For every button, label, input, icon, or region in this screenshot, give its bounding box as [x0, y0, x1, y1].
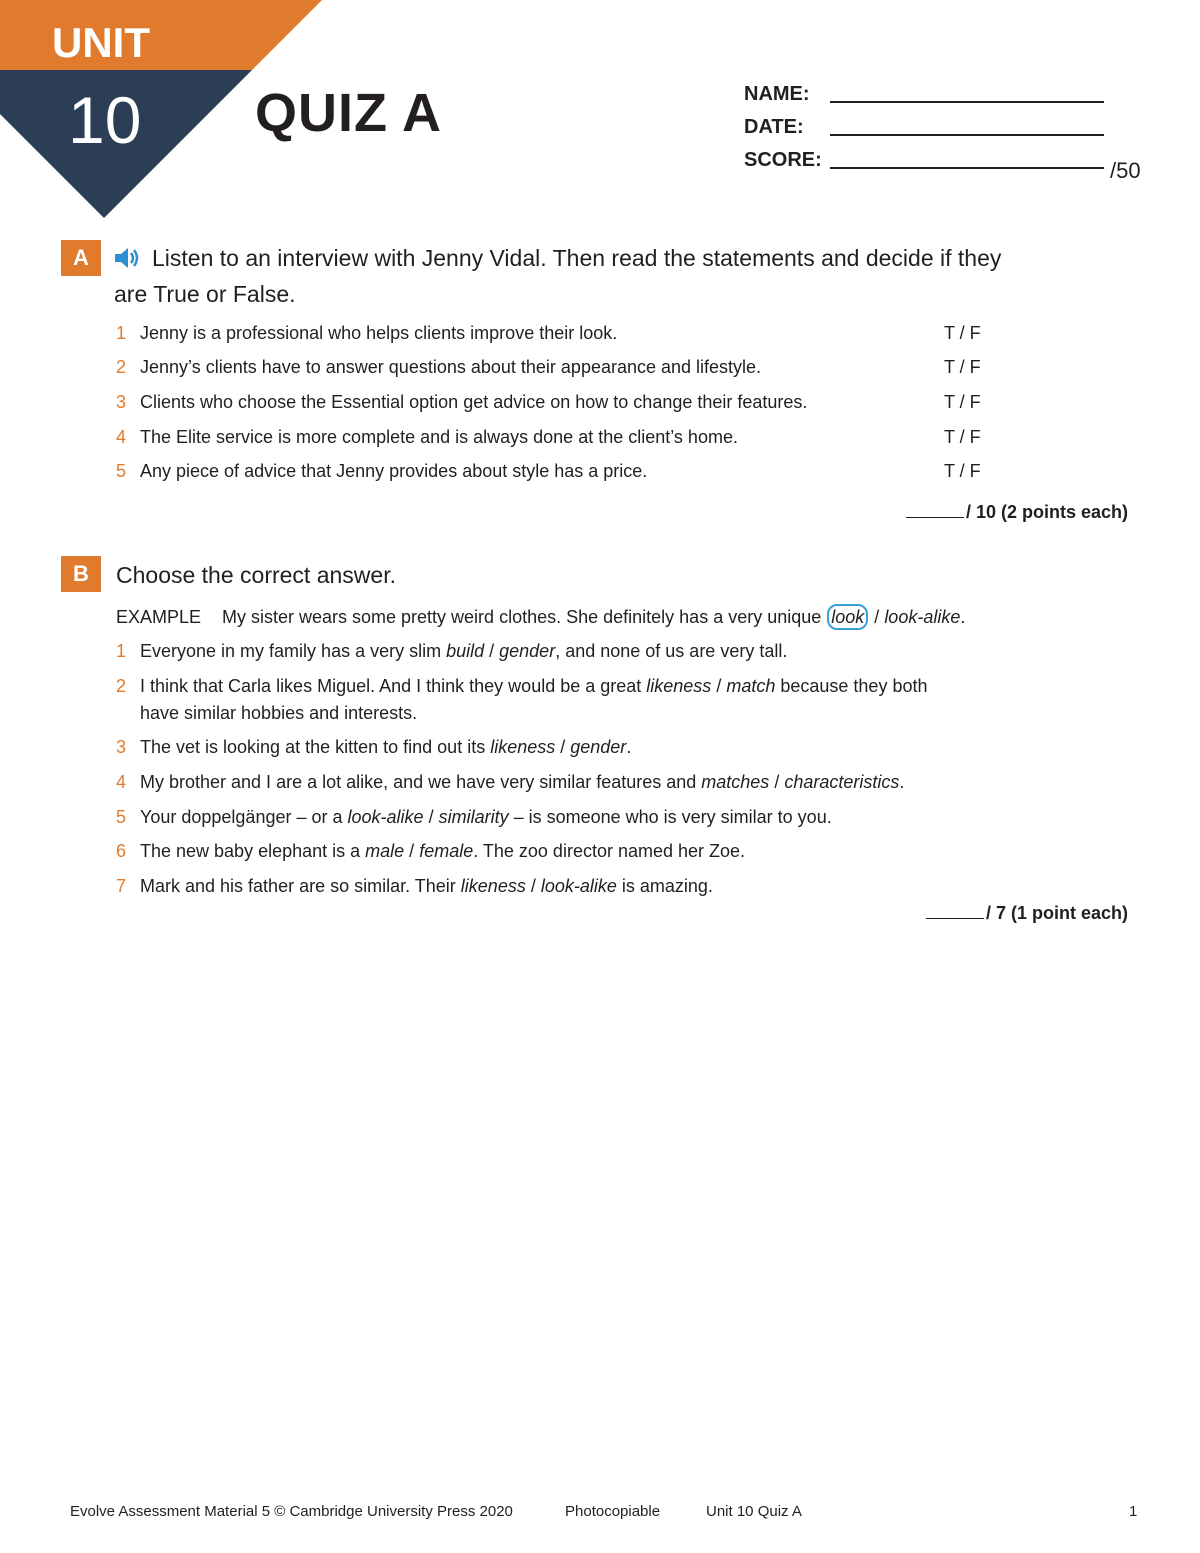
option-separator: /	[711, 676, 727, 696]
score-total: /50	[1110, 158, 1141, 183]
example-text-after: .	[960, 607, 966, 627]
item-number: 4	[116, 427, 127, 447]
section-b-instruction: Choose the correct answer.	[116, 562, 396, 588]
option-separator: /	[423, 807, 439, 827]
option-separator: /	[769, 772, 785, 792]
option-2[interactable]: characteristics	[784, 772, 900, 792]
item-sentence	[140, 873, 713, 900]
text-before: I think that Carla likes Miguel. And I think they would be a great	[140, 676, 647, 696]
item-sentence	[140, 734, 631, 761]
text-before: Mark and his father are so similar. Their	[140, 876, 461, 896]
score-field[interactable]	[830, 158, 1141, 183]
item-sentence	[140, 804, 832, 831]
item-number: 7	[116, 876, 127, 896]
item-sentence	[140, 673, 927, 727]
true-false-choice-2[interactable]: T / F	[944, 357, 981, 377]
section-b-example	[116, 604, 1116, 631]
item-sentence	[140, 638, 787, 665]
option-2[interactable]: gender	[499, 641, 556, 661]
item-number: 3	[116, 392, 127, 412]
item-number: 5	[116, 461, 127, 481]
option-separator: /	[525, 876, 541, 896]
item-text: The Elite service is more complete and is always done at the client’s home.	[140, 427, 738, 447]
option-2[interactable]: gender	[570, 737, 627, 757]
item-number: 1	[116, 641, 127, 661]
text-after: . The zoo director named her Zoe.	[473, 841, 746, 861]
item-sentence	[140, 769, 904, 796]
text-after: because they both	[775, 676, 928, 696]
example-text-before: My sister wears some pretty weird clothes. She definitely has a very unique	[222, 607, 827, 627]
text-before: My brother and I are a lot alike, and we have very similar features and	[140, 772, 702, 792]
option-2[interactable]: female	[419, 841, 474, 861]
section-b-score	[926, 903, 1128, 924]
section-a-instruction-line2: are True or False.	[114, 281, 296, 307]
option-2[interactable]: match	[726, 676, 776, 696]
item-number: 4	[116, 772, 127, 792]
score-row	[744, 149, 1141, 183]
item-text: Any piece of advice that Jenny provides about style has a price.	[140, 461, 648, 481]
score-blank[interactable]	[906, 517, 964, 518]
section-b-score-text: / 7 (1 point each)	[985, 903, 1128, 923]
speaker-icon[interactable]	[114, 246, 142, 278]
item-number: 5	[116, 807, 127, 827]
example-option-2: look-alike	[884, 607, 961, 627]
option-separator: /	[484, 641, 500, 661]
text-line-2: have similar hobbies and interests.	[140, 703, 418, 723]
unit-word: UNIT	[52, 19, 150, 66]
true-false-choice-5[interactable]: T / F	[944, 461, 981, 481]
option-1[interactable]: matches	[701, 772, 770, 792]
item-number: 3	[116, 737, 127, 757]
quiz-title: QUIZ A	[255, 83, 442, 143]
section-b-badge: B	[61, 556, 101, 592]
name-field[interactable]	[830, 101, 1104, 103]
date-label: DATE:	[744, 116, 804, 138]
section-a-score-text: / 10 (2 points each)	[965, 502, 1128, 522]
option-separator: /	[404, 841, 420, 861]
score-blank[interactable]	[926, 918, 984, 919]
item-number: 6	[116, 841, 127, 861]
example-circled-answer: look	[827, 604, 868, 630]
option-2[interactable]: look-alike	[540, 876, 617, 896]
section-a-instruction-line1: Listen to an interview with Jenny Vidal. Then read the statements and decide if they	[152, 245, 1002, 271]
footer-copyright: Evolve Assessment Material 5 © Cambridge University Press 2020	[70, 1503, 513, 1520]
text-before: Your doppelgänger – or a	[140, 807, 348, 827]
item-text: Clients who choose the Essential option get advice on how to change their features.	[140, 392, 808, 412]
date-field[interactable]	[830, 134, 1104, 136]
option-1[interactable]: likeness	[490, 737, 556, 757]
section-a-instruction	[114, 242, 1154, 310]
date-row	[744, 116, 1104, 149]
example-sentence	[222, 604, 965, 631]
item-sentence	[140, 838, 745, 865]
text-before: Everyone in my family has a very slim	[140, 641, 447, 661]
item-number: 2	[116, 357, 127, 377]
option-1[interactable]: look-alike	[347, 807, 424, 827]
score-label: SCORE:	[744, 149, 822, 171]
text-before: The vet is looking at the kitten to find out its	[140, 737, 491, 757]
student-info	[744, 83, 1141, 183]
item-number: 1	[116, 323, 127, 343]
text-after: , and none of us are very tall.	[555, 641, 788, 661]
option-1[interactable]: male	[365, 841, 405, 861]
example-label: EXAMPLE	[116, 607, 202, 627]
text-after: is amazing.	[616, 876, 713, 896]
true-false-choice-4[interactable]: T / F	[944, 427, 981, 447]
item-text: Jenny’s clients have to answer questions about their appearance and lifestyle.	[140, 357, 762, 377]
section-a-score	[906, 502, 1128, 523]
true-false-choice-1[interactable]: T / F	[944, 323, 981, 343]
item-number: 2	[116, 676, 127, 696]
name-label: NAME:	[744, 83, 810, 105]
true-false-choice-3[interactable]: T / F	[944, 392, 981, 412]
text-before: The new baby elephant is a	[140, 841, 366, 861]
footer-unit-label: Unit 10 Quiz A	[706, 1503, 802, 1520]
text-after: .	[626, 737, 632, 757]
name-row	[744, 83, 1104, 116]
option-separator: /	[869, 607, 885, 627]
item-text: Jenny is a professional who helps clients improve their look.	[140, 323, 618, 343]
option-1[interactable]: likeness	[460, 876, 526, 896]
option-2[interactable]: similarity	[438, 807, 509, 827]
text-after: .	[899, 772, 905, 792]
text-after: – is someone who is very similar to you.	[508, 807, 832, 827]
option-separator: /	[555, 737, 571, 757]
section-a-badge: A	[61, 240, 101, 276]
unit-number: 10	[68, 83, 142, 157]
option-1[interactable]: build	[446, 641, 485, 661]
banner-orange-shape	[0, 0, 322, 70]
page-number: 1	[1129, 1503, 1138, 1520]
footer-photocopiable: Photocopiable	[565, 1503, 661, 1520]
option-1[interactable]: likeness	[646, 676, 712, 696]
